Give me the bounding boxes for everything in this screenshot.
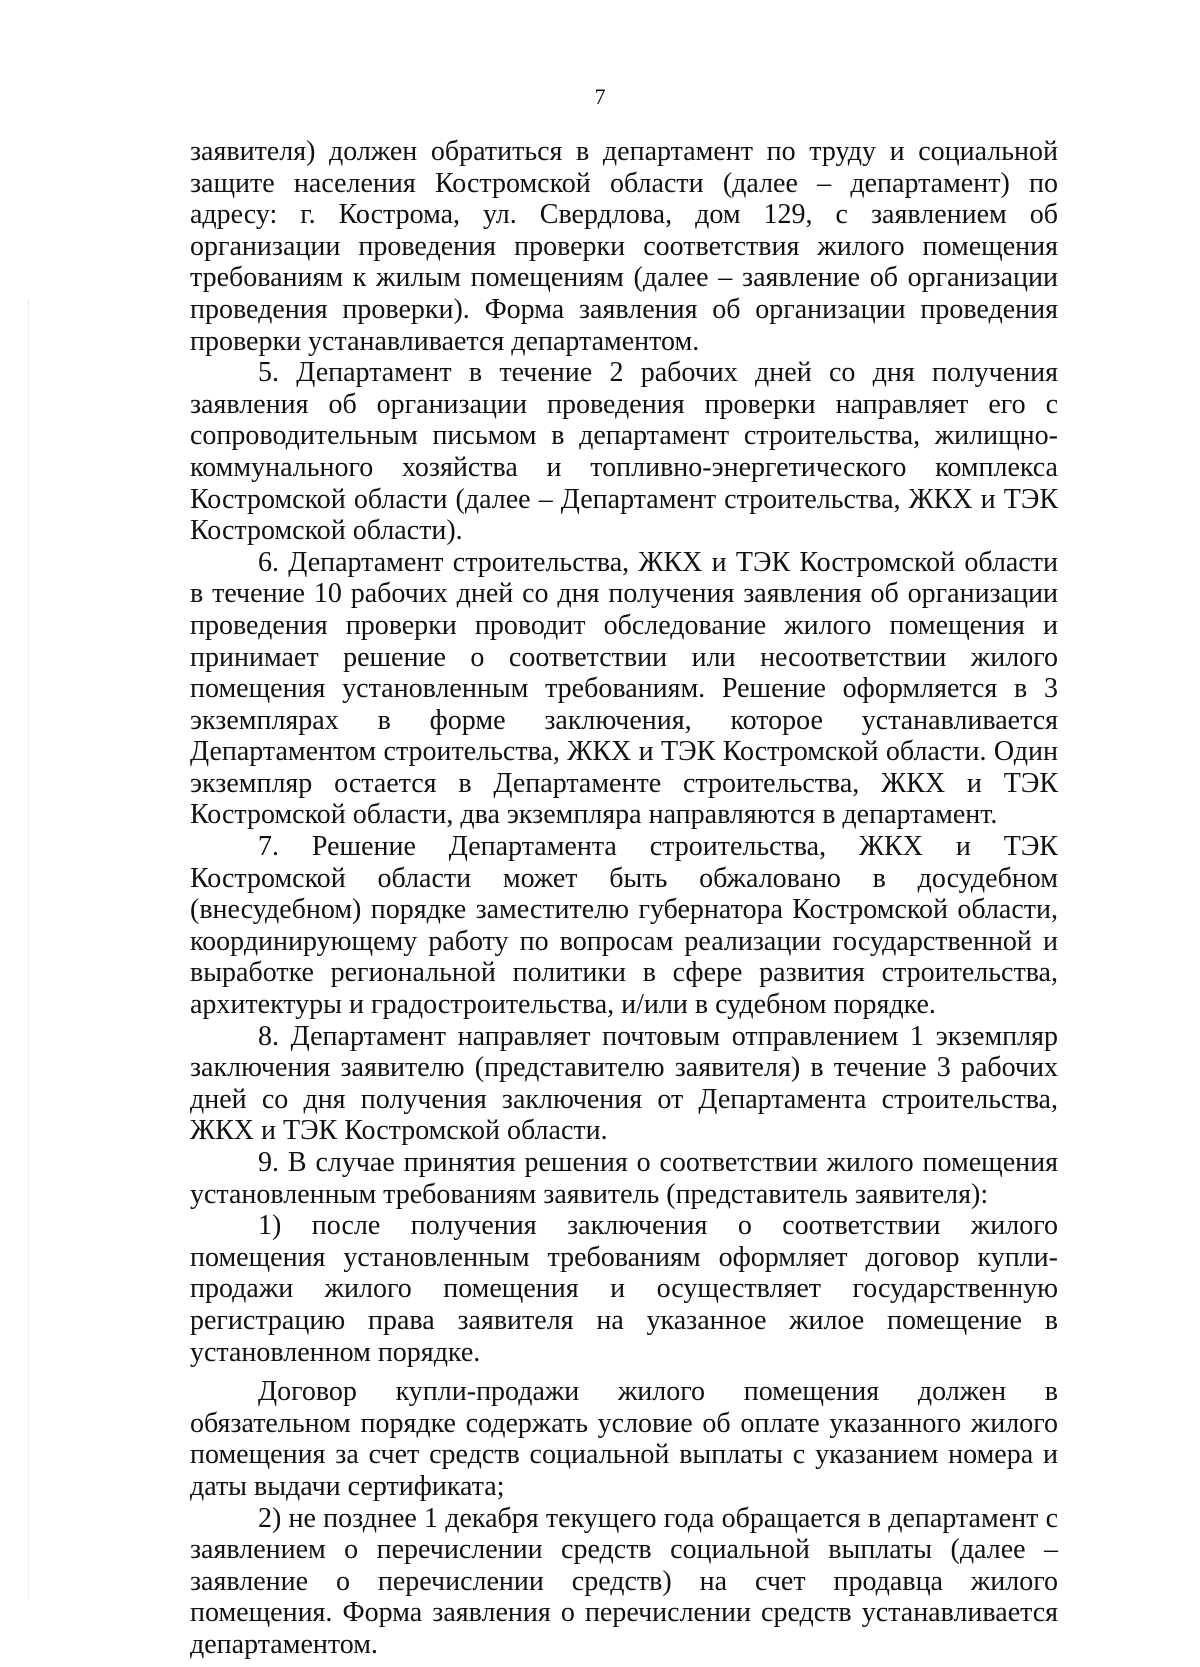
subitem-9-1-contract-clause: Договор купли-продажи жилого помещения должен в обязательном порядке содержать условие об оплате указанного жилого помещения за счет средств социальной выплаты с указанием номера и даты выдачи сертификата; xyxy=(190,1376,1058,1502)
paragraph-item-9: 9. В случае принятия решения о соответствии жилого помещения установленным требованиям заявитель (представитель заявителя): xyxy=(190,1147,1058,1210)
paragraph-item-8: 8. Департамент направляет почтовым отправлением 1 экземпляр заключения заявителю (представителю заявителя) в течение 3 рабочих дней со дня получения заключения от Департамента строительства, ЖКХ и ТЭК Костромской области. xyxy=(190,1020,1058,1147)
subitem-9-1: 1) после получения заключения о соответствии жилого помещения установленным требованиям оформляет договор купли-продажи жилого помещения и осуществляет государственную регистрацию права заявителя на указанное жилое помещение в установленном порядке. xyxy=(190,1210,1058,1368)
paragraph-item-7: 7. Решение Департамента строительства, ЖКХ и ТЭК Костромской области может быть обжаловано в досудебном (внесудебном) порядке заместителю губернатора Костромской области, координирующему работу по вопросам реализации государственной и выработке региональной политики в сфере развития строительства, архитектуры и градостроительства, и/или в судебном порядке. xyxy=(190,831,1058,1021)
subitem-9-2: 2) не позднее 1 декабря текущего года обращается в департамент с заявлением о перечислении средств социальной выплаты (далее – заявление о перечислении средств) на счет продавца жилого помещения. Форма заявления о перечислении средств устанавливается департаментом. xyxy=(190,1502,1058,1660)
scan-edge-artifact xyxy=(28,300,31,1600)
paragraph-continuation: заявителя) должен обратиться в департамент по труду и социальной защите населения Костромской области (далее – департамент) по адресу: г. Кострома, ул. Свердлова, дом 129, с заявлением об организации проведения проверки соответствия жилого помещения требованиям к жилым помещениям (далее – заявление об организации проведения проверки). Форма заявления об организации проведения проверки устанавливается департаментом. xyxy=(190,136,1058,357)
page-number: 7 xyxy=(594,84,606,109)
paragraph-item-5: 5. Департамент в течение 2 рабочих дней со дня получения заявления об организации проведения проверки направляет его с сопроводительным письмом в департамент строительства, жилищно-коммунального хозяйства и топливно-энергетического комплекса Костромской области (далее – Департамент строительства, ЖКХ и ТЭК Костромской области). xyxy=(190,357,1058,547)
document-body xyxy=(190,136,1058,1661)
paragraph-item-6: 6. Департамент строительства, ЖКХ и ТЭК Костромской области в течение 10 рабочих дней со дня получения заявления об организации проведения проверки проводит обследование жилого помещения и принимает решение о соответствии или несоответствии жилого помещения установленным требованиям. Решение оформляется в 3 экземплярах в форме заключения, которое устанавливается Департаментом строительства, ЖКХ и ТЭК Костромской области. Один экземпляр остается в Департаменте строительства, ЖКХ и ТЭК Костромской области, два экземпляра направляются в департамент. xyxy=(190,546,1058,831)
